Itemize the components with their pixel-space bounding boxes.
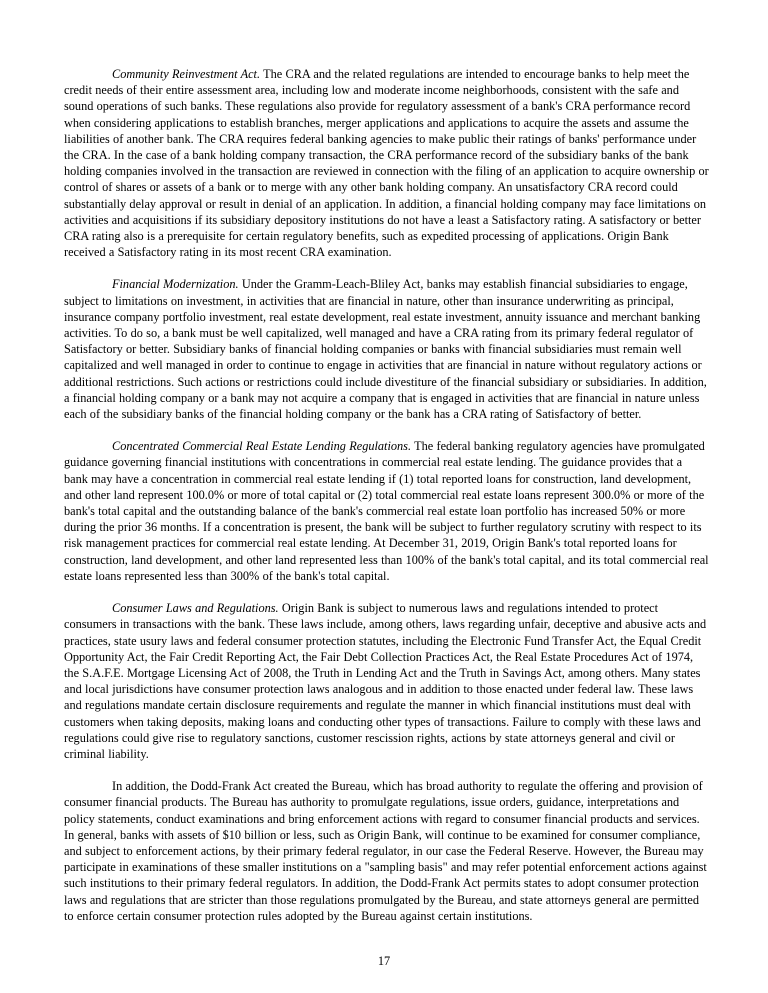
paragraph-text: The CRA and the related regulations are intended to encourage banks to help meet the credit needs of their entire assessment area, including low and moderate income neighborhoods, consistent with the safe and sound operations of such banks. These regulations also provide for regulatory assessment of a bank's CRA performance record when considering applications to establish branches, merger applications and applications to acquire the assets and assume the liabilities of another bank. The CRA requires federal banking agencies to make public their ratings of banks' performance under the CRA. In the case of a bank holding company transaction, the CRA performance record of the subsidiary banks of the bank holding companies involved in the transaction are reviewed in connection with the filing of an application to acquire ownership or control of shares or assets of a bank or to merge with any other bank holding company. An unsatisfactory CRA record could substantially delay approval or result in denial of an application. In addition, a financial holding company may face limitations on activities and acquisitions if its subsidiary depository institutions do not have a least a Satisfactory rating. A satisfactory or better CRA rating also is a prerequisite for certain regulatory benefits, such as expedited processing of applications. Origin Bank received a Satisfactory rating in its most recent CRA examination. xyxy=(64,67,709,260)
paragraph-lead: Community Reinvestment Act. xyxy=(112,67,261,81)
page-footer xyxy=(0,953,768,969)
page-number: 17 xyxy=(377,954,391,968)
document-content xyxy=(64,66,709,940)
paragraph-text: The federal banking regulatory agencies have promulgated guidance governing financial institutions with concentrations in commercial real estate lending. The guidance provides that a bank may have a concentration in commercial real estate lending if (1) total reported loans for construction, land development, and other land represent 100.0% or more of total capital or (2) total commercial real estate loans represent 300.0% or more of the bank's total capital and the outstanding balance of the bank's commercial real estate loan portfolio has increased 50% or more during the prior 36 months. If a concentration is present, the bank will be subject to further regulatory scrutiny with respect to its risk management practices for commercial real estate lending. At December 31, 2019, Origin Bank's total reported loans for construction, land development, and other land represented less than 100% of the bank's total capital, and its total commercial real estate loans represented less than 300% of the bank's total capital. xyxy=(64,439,709,583)
paragraph-lead: Concentrated Commercial Real Estate Lending Regulations. xyxy=(112,439,412,454)
paragraph-financial-modernization xyxy=(64,276,709,422)
paragraph-consumer-laws-regulations xyxy=(64,600,709,762)
paragraph-lead: Financial Modernization. xyxy=(112,277,239,292)
paragraph-text: Origin Bank is subject to numerous laws and regulations intended to protect consumers in transactions with the bank. These laws include, among others, laws regarding unfair, deceptive and abusive acts and practices, state usury laws and federal consumer protection statutes, including the Electronic Fund Transfer Act, the Equal Credit Opportunity Act, the Fair Credit Reporting Act, the Fair Debt Collection Practices Act, the Real Estate Procedures Act of 1974, the S.A.F.E. Mortgage Licensing Act of 2008, the Truth in Lending Act and the Truth in Savings Act, among others. Many states and local jurisdictions have consumer protection laws analogous and in addition to those enacted under federal law. These laws and regulations mandate certain disclosure requirements and regulate the manner in which financial institutions must deal with customers when taking deposits, making loans and conducting other types of transactions. Failure to comply with these laws and regulations could give rise to regulatory sanctions, customer rescission rights, actions by state attorneys general and civil or criminal liability. xyxy=(64,601,707,761)
paragraph-lead: Consumer Laws and Regulations. xyxy=(112,601,279,616)
paragraph-community-reinvestment-act xyxy=(64,66,709,260)
paragraph-text: Under the Gramm-Leach-Bliley Act, banks may establish financial subsidiaries to engage, subject to limitations on investment, in activities that are financial in nature, other than insurance underwriting as principal, insurance company portfolio investment, real estate development, real estate investment, annuity issuance and merchant banking activities. To do so, a bank must be well capitalized, well managed and have a CRA rating from its primary federal regulator of Satisfactory or better. Subsidiary banks of financial holding companies or banks with financial subsidiaries must remain well capitalized and well managed in order to continue to engage in activities that are financial in nature without regulatory actions or additional restrictions. Such actions or restrictions could include divestiture of the financial subsidiary or subsidiaries. In addition, a financial holding company or a bank may not acquire a company that is engaged in activities that are financial in nature unless each of the subsidiary banks of the financial holding company or the bank has a CRA rating of Satisfactory of better. xyxy=(64,277,707,422)
paragraph-concentrated-cre-lending xyxy=(64,438,709,584)
paragraph-dodd-frank-bureau xyxy=(64,778,709,924)
paragraph-text: In addition, the Dodd-Frank Act created the Bureau, which has broad authority to regulate the offering and provision of consumer financial products. The Bureau has authority to promulgate regulations, issue orders, guidance, interpretations and policy statements, conduct examinations and bring enforcement actions with regard to consumer financial products and services. In general, banks with assets of $10 billion or less, such as Origin Bank, will continue to be examined for consumer compliance, and subject to enforcement actions, by their primary federal regulator, in our case the Federal Reserve. However, the Bureau may participate in examinations of these smaller institutions on a "sampling basis" and may refer potential enforcement actions against such institutions to their primary federal regulators. In addition, the Dodd-Frank Act permits states to adopt consumer protection laws and regulations that are stricter than those regulations promulgated by the Bureau, and state attorneys general are permitted to enforce certain consumer protection rules adopted by the Bureau against certain institutions. xyxy=(64,779,707,923)
